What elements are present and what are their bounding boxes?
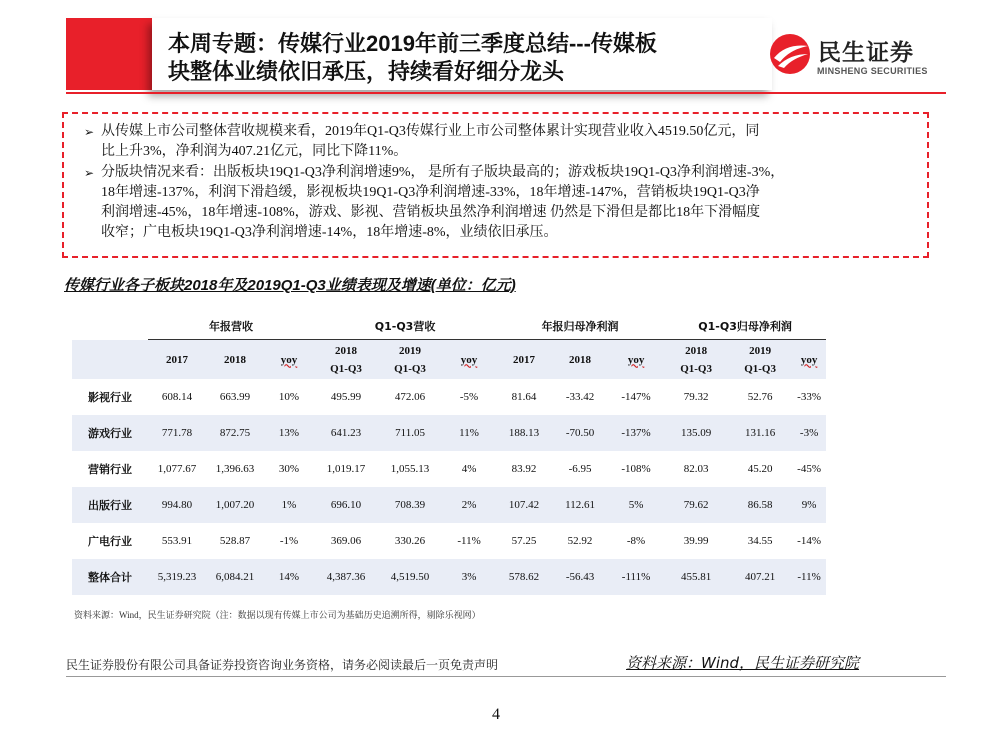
table-cell: 39.99 — [683, 535, 709, 547]
table-row — [72, 451, 826, 487]
table-title: 传媒行业各子板块2018年及2019Q1-Q3业绩表现及增速(单位：亿元) — [64, 277, 516, 294]
table-cell: 131.16 — [728, 415, 792, 451]
table-cell: 135.09 — [664, 415, 728, 451]
page-title-line2: 块整体业绩依旧承压，持续看好细分龙头 — [168, 59, 565, 84]
header-accent-block — [66, 18, 152, 90]
table-cell: -33.42 — [565, 391, 595, 403]
table-cell: 45.20 — [747, 463, 773, 475]
table-cell: -70.50 — [552, 415, 608, 451]
table-cell: 34.55 — [747, 535, 773, 547]
logo-text-cn: 民生证券 — [818, 40, 914, 66]
table-cell: -111% — [608, 559, 664, 595]
table-cell: 553.91 — [161, 535, 193, 547]
table-cell: -8% — [626, 535, 646, 547]
table-cell: 82.03 — [683, 463, 709, 475]
logo-text-en: MINSHENG SECURITIES — [817, 66, 928, 76]
table-cell: 330.26 — [394, 535, 426, 547]
table-body — [72, 379, 826, 595]
sub-header-cell: 2018 — [206, 340, 264, 380]
table-cell: 578.62 — [496, 559, 552, 595]
table-cell: 994.80 — [148, 487, 206, 523]
summary-bullet-2: ➢ 分版块情况来看：出版板块19Q1-Q3净利润增速9%， 是所有子版块最高的；游戏板块19Q1-Q3净利润增速-3%， 18年增速-137%，利润下滑趋缓，影视板块19Q1-Q3净利润增速-33%，18年增速-147%，营销板块19Q1-Q3净 利润增速-45%，18年增速-108%，游戏、影视、营销板块虽然净利润增速 仍然是下滑但是都比18年下滑幅度 收窄；广电板块19Q1-Q3净利润增速-14%，18年增速-8%，业绩依旧承压。 — [84, 165, 785, 240]
table-cell: 4,519.50 — [378, 559, 442, 595]
table-cell: -11% — [792, 559, 826, 595]
table-cell: 79.62 — [664, 487, 728, 523]
sub-header-cell: yoy — [792, 340, 826, 380]
row-label: 出版行业 — [72, 487, 148, 523]
sub-header-cell: yoy — [264, 340, 314, 380]
table-cell: 455.81 — [664, 559, 728, 595]
table-cell: 11% — [442, 415, 496, 451]
table-cell: 3% — [442, 559, 496, 595]
sub-header-cell: 2018 Q1-Q3 — [664, 340, 728, 380]
table-cell: -147% — [621, 391, 651, 403]
table-source-note: 资料来源：Wind，民生证券研究院（注：数据以现有传媒上市公司为基础历史追溯所得，剔除乐视网） — [74, 610, 481, 620]
table-cell: 5,319.23 — [148, 559, 206, 595]
table-cell: 14% — [264, 559, 314, 595]
table-cell: -33% — [797, 391, 821, 403]
table-cell: 52.76 — [747, 391, 773, 403]
table-cell: -3% — [792, 415, 826, 451]
group-header: Q1-Q3归母净利润 — [664, 312, 826, 340]
row-label: 广电行业 — [88, 535, 132, 548]
page-title-line1: 本周专题：传媒行业2019年前三季度总结---传媒板 — [168, 31, 657, 56]
sub-header-cell: 2019 Q1-Q3 — [728, 340, 792, 380]
table-cell: -14% — [797, 535, 821, 547]
table-cell: 708.39 — [378, 487, 442, 523]
summary-bullet-1: ➢ 从传媒上市公司整体营收规模来看，2019年Q1-Q3传媒行业上市公司整体累计实现营业收入4519.50亿元，同 比上升3%，净利润为407.21亿元，同比下降11%。 — [84, 124, 760, 159]
table-cell: 188.13 — [496, 415, 552, 451]
table-cell: 81.64 — [511, 391, 537, 403]
row-label: 营销行业 — [88, 463, 132, 476]
table-cell: 112.61 — [552, 487, 608, 523]
table-cell: -45% — [797, 463, 821, 475]
sub-header-cell: 2018 Q1-Q3 — [314, 340, 378, 380]
sub-header-cell: 2018 — [552, 340, 608, 380]
table-cell: 9% — [792, 487, 826, 523]
group-header: Q1-Q3营收 — [314, 312, 496, 340]
table-cell: 86.58 — [728, 487, 792, 523]
table-cell: 30% — [278, 463, 300, 475]
table-cell: 83.92 — [511, 463, 537, 475]
performance-table — [72, 312, 826, 595]
table-cell: 13% — [264, 415, 314, 451]
table-cell: 1,055.13 — [390, 463, 430, 475]
table-sub-header — [72, 340, 826, 380]
sub-header-cell: 2017 — [148, 340, 206, 380]
row-label: 影视行业 — [88, 391, 132, 404]
row-label: 整体合计 — [72, 559, 148, 595]
table-group-header — [72, 312, 826, 340]
table-cell: 52.92 — [567, 535, 593, 547]
footer-divider — [66, 676, 946, 677]
table-cell: 495.99 — [330, 391, 362, 403]
table-cell: 472.06 — [394, 391, 426, 403]
table-cell: -108% — [621, 463, 651, 475]
table-cell: 1% — [264, 487, 314, 523]
sub-header-cell: 2019 Q1-Q3 — [378, 340, 442, 380]
table-cell: 2% — [442, 487, 496, 523]
table-cell: 528.87 — [219, 535, 251, 547]
table-cell: 1,007.20 — [206, 487, 264, 523]
table-cell: 57.25 — [511, 535, 537, 547]
group-header: 年报营收 — [148, 312, 314, 340]
row-label: 游戏行业 — [72, 415, 148, 451]
table-cell: 1,019.17 — [326, 463, 366, 475]
bullet-arrow-icon: ➢ — [84, 125, 95, 139]
table-cell: 4% — [461, 463, 477, 475]
footer-source: 资料来源：Wind，民生证券研究院 — [626, 654, 860, 672]
page-title — [168, 30, 768, 86]
table-cell: 872.75 — [206, 415, 264, 451]
table-cell: -6.95 — [568, 463, 592, 475]
table-cell: 711.05 — [378, 415, 442, 451]
table-cell: -137% — [608, 415, 664, 451]
footer-disclaimer: 民生证券股份有限公司具备证券投资咨询业务资格，请务必阅读最后一页免责声明 — [66, 658, 499, 672]
table-row — [72, 487, 826, 523]
table-cell: 5% — [608, 487, 664, 523]
table-row — [72, 379, 826, 415]
table-cell: -1% — [279, 535, 299, 547]
table-cell: 641.23 — [314, 415, 378, 451]
bullet-arrow-icon: ➢ — [84, 166, 95, 180]
table-row — [72, 415, 826, 451]
table-cell: 608.14 — [161, 391, 193, 403]
sub-header-cell: 2017 — [496, 340, 552, 380]
table-cell: -56.43 — [552, 559, 608, 595]
table-cell: 369.06 — [330, 535, 362, 547]
table-row — [72, 559, 826, 595]
sub-header-cell: yoy — [608, 340, 664, 380]
group-header: 年报归母净利润 — [496, 312, 664, 340]
table-cell: 696.10 — [314, 487, 378, 523]
header-divider — [66, 92, 946, 94]
table-cell: 10% — [278, 391, 300, 403]
table-cell: 6,084.21 — [206, 559, 264, 595]
table-cell: 107.42 — [496, 487, 552, 523]
table-cell: 407.21 — [728, 559, 792, 595]
table-cell: 1,396.63 — [215, 463, 255, 475]
table-cell: 771.78 — [148, 415, 206, 451]
table-cell: 663.99 — [219, 391, 251, 403]
table-cell: -11% — [457, 535, 481, 547]
table-cell: 79.32 — [683, 391, 709, 403]
table-row — [72, 523, 826, 559]
table-cell: 4,387.36 — [314, 559, 378, 595]
sub-header-cell: yoy — [442, 340, 496, 380]
page-number: 4 — [492, 706, 500, 723]
table-cell: 1,077.67 — [157, 463, 197, 475]
table-cell: -5% — [459, 391, 479, 403]
